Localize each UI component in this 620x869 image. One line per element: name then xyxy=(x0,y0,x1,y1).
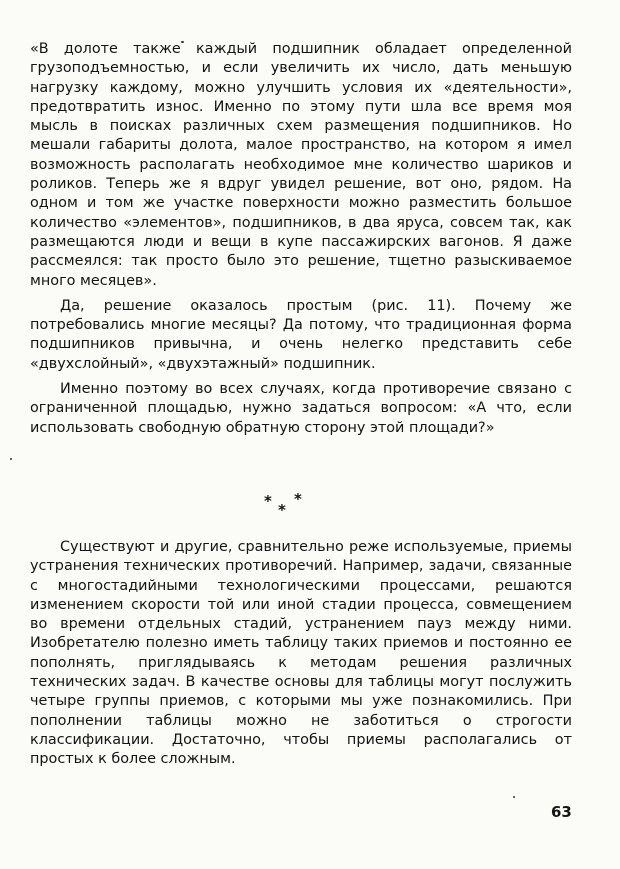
quote-paragraph: «В долоте также каждый подшипник обладает определенной грузоподъемностью, и если увеличить их число, дать меньшую нагрузку каждому, можно улучшить условия их «деятельности», предотвратить износ. Именно по этому пути шла все время моя мысль в поисках различных схем размещения подшипников. Но мешали габариты долота, малое пространство, на котором я имел возможность располагать необходимое мне количество шариков и роликов. Теперь же я вдруг увидел решение, вот оно, рядом. На одном и том же участке поверхности можно разместить большое количество «элементов», подшипников, в два яруса, совсем так, как размещаются люди и вещи в купе пассажирских вагонов. Я даже рассмеялся: так просто было это решение, тщетно разыскиваемое много месяцев». xyxy=(30,41,572,289)
separator-asterisk: * xyxy=(294,490,302,508)
separator-asterisk: * xyxy=(278,501,286,519)
text-section-bottom xyxy=(30,538,572,770)
print-speck xyxy=(10,458,12,460)
body-paragraph: Да, решение оказалось простым (рис. 11). Почему же потребовались многие месяцы? Да потому, что традиционная форма подшипников привычна, и очень нелегко представить себе «двухслойный», «двухэтажный» подшипник. xyxy=(30,297,572,372)
body-paragraph: Именно поэтому во всех случаях, когда противоречие связано с ограниченной площадью, нужно задаться вопросом: «А что, если использовать свободную обратную сторону этой площади?» xyxy=(30,381,572,436)
text-section-top xyxy=(30,40,572,438)
section-separator xyxy=(258,488,318,522)
separator-asterisk: * xyxy=(264,492,272,510)
page-number: 63 xyxy=(551,803,572,821)
print-speck xyxy=(513,796,515,798)
body-paragraph: Существуют и другие, сравнительно реже используемые, приемы устранения технических противоречий. Например, задачи, связанные с многостадийными технологическими процессами, решаются изменением скорости той или иной стадии процесса, совмещением во времени отдельных стадий, устранением пауз между ними. Изобретателю полезно иметь таблицу таких приемов и постоянно ее пополнять, приглядываясь к методам решения различных технических задач. В качестве основы для таблицы могут послужить четыре группы приемов, с которыми мы уже познакомились. При пополнении таблицы можно не заботиться о строгости классификации. Достаточно, чтобы приемы располагались от простых к более сложным. xyxy=(30,539,572,768)
